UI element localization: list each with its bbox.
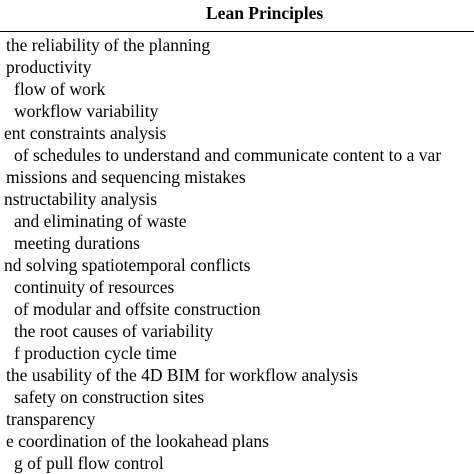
principles-list bbox=[0, 34, 474, 474]
table-row bbox=[0, 408, 474, 430]
table-row bbox=[0, 56, 474, 78]
row-text: of schedules to understand and communicate content to a var bbox=[14, 145, 442, 165]
row-text: workflow variability bbox=[14, 101, 159, 121]
table-row bbox=[0, 210, 474, 232]
row-text: nd solving spatiotemporal conflicts bbox=[4, 255, 251, 275]
table-row bbox=[0, 100, 474, 122]
row-text: the root causes of variability bbox=[14, 321, 214, 341]
header-rule bbox=[0, 31, 474, 32]
table-row bbox=[0, 452, 474, 474]
column-header-lean-principles: Lean Principles bbox=[206, 3, 324, 23]
row-text: nstructability analysis bbox=[4, 189, 158, 209]
table-row bbox=[0, 364, 474, 386]
table-row bbox=[0, 232, 474, 254]
row-text: f production cycle time bbox=[14, 343, 177, 363]
table-row bbox=[0, 276, 474, 298]
row-text: g of pull flow control bbox=[14, 453, 164, 473]
row-text: continuity of resources bbox=[14, 277, 175, 297]
row-text: of modular and offsite construction bbox=[14, 299, 261, 319]
row-text: e coordination of the lookahead plans bbox=[6, 431, 269, 451]
row-text: the reliability of the planning bbox=[6, 35, 211, 55]
table-row bbox=[0, 342, 474, 364]
table-header bbox=[0, 0, 474, 34]
table-row bbox=[0, 386, 474, 408]
row-text: flow of work bbox=[14, 79, 106, 99]
table-row bbox=[0, 320, 474, 342]
row-text: the usability of the 4D BIM for workflow analysis bbox=[6, 365, 358, 385]
row-text: safety on construction sites bbox=[14, 387, 205, 407]
table-row bbox=[0, 122, 474, 144]
table-row bbox=[0, 298, 474, 320]
row-text: transparency bbox=[6, 409, 96, 429]
row-text: ent constraints analysis bbox=[4, 123, 167, 143]
table-row bbox=[0, 430, 474, 452]
table-row bbox=[0, 254, 474, 276]
row-text: productivity bbox=[6, 57, 92, 77]
table-row bbox=[0, 34, 474, 56]
row-text: and eliminating of waste bbox=[14, 211, 187, 231]
table-row bbox=[0, 144, 474, 166]
table-row bbox=[0, 166, 474, 188]
row-text: meeting durations bbox=[14, 233, 140, 253]
row-text: missions and sequencing mistakes bbox=[6, 167, 246, 187]
table-row bbox=[0, 188, 474, 210]
table-row bbox=[0, 78, 474, 100]
